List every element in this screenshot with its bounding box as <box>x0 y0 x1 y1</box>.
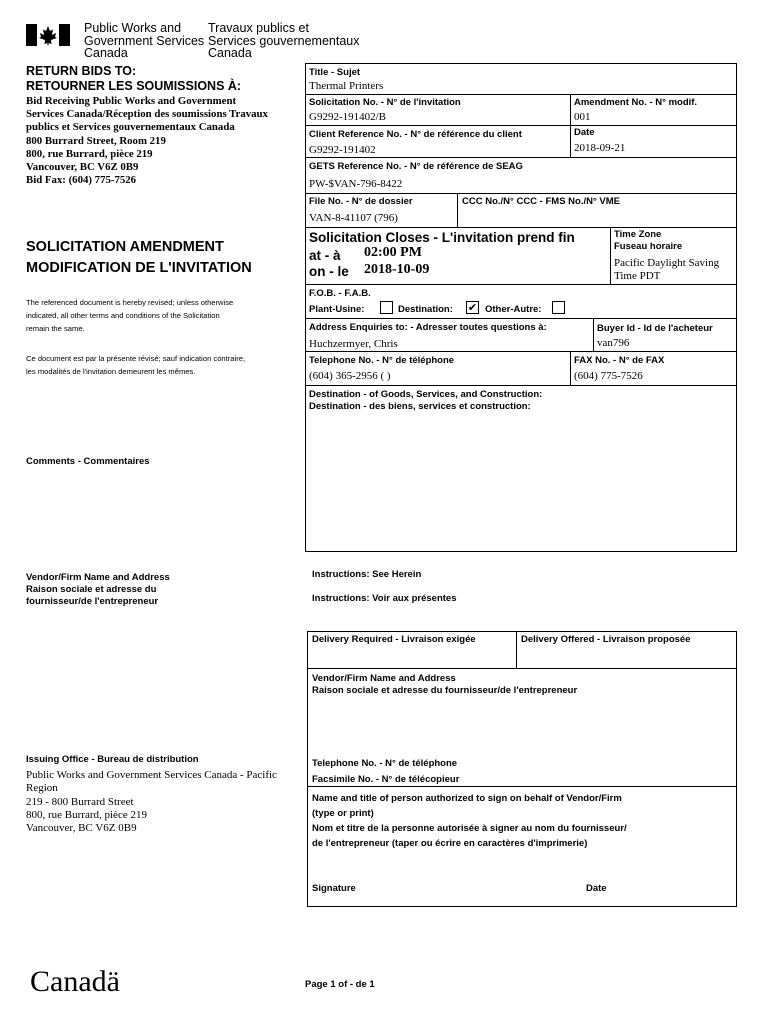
canada-flag-icon <box>26 24 70 46</box>
other-autre-label: Other-Autre: <box>485 304 542 315</box>
fob-label: F.O.B. - F.A.B. <box>309 288 371 299</box>
client-reference-label: Client Reference No. - N° de référence du client <box>309 129 522 140</box>
delivery-offered-label: Delivery Offered - Livraison proposée <box>521 634 691 645</box>
return-bids-address: Bid Receiving Public Works and Government Services Canada/Réception des soumissions Travaux publics et Services gouvernementaux Canada 800 Burrard Street, Room 219 800, rue Burrard, pièce 219 Vancouver, BC V6Z 0B9 Bid Fax: (604) 775-7526 <box>26 95 268 187</box>
solicitation-no-value: G9292-191402/B <box>309 111 386 123</box>
gets-reference-value: PW-$VAN-796-8422 <box>309 178 403 190</box>
file-no-value: VAN-8-41107 (796) <box>309 212 398 224</box>
buyer-id-value: van796 <box>597 337 630 349</box>
telephone-label: Telephone No. - N° de téléphone <box>309 355 455 366</box>
solicitation-no-label: Solicitation No. - N° de l'invitation <box>309 97 461 108</box>
authorized-signer-label: Name and title of person authorized to sign on behalf of Vendor/Firm (type or print) Nom et titre de la personne autorisée à signer au nom du fournisseur/ de l'entrepreneur (taper ou écrire en caractères d'imprimerie) <box>312 793 627 849</box>
amendment-title: SOLICITATION AMENDMENT MODIFICATION DE L'INVITATION <box>26 239 252 276</box>
instructions-en: Instructions: See Herein <box>312 569 422 580</box>
comments-label: Comments - Commentaires <box>26 456 150 467</box>
canada-wordmark: Canadä <box>30 965 120 998</box>
issuing-office-label: Issuing Office - Bureau de distribution <box>26 754 199 765</box>
delivery-required-label: Delivery Required - Livraison exigée <box>312 634 476 645</box>
department-name-en: Public Works and Government Services Canada <box>84 21 205 60</box>
destination-goods-label: Destination - of Goods, Services, and Construction: Destination - des biens, services et construction: <box>309 389 543 412</box>
time-zone-label: Time Zone Fuseau horaire <box>614 229 683 252</box>
signature-date-label: Date <box>586 883 607 894</box>
page-number: Page 1 of - de 1 <box>305 979 375 990</box>
ccc-no-label: CCC No./N° CCC - FMS No./N° VME <box>462 196 621 207</box>
closes-on-label: on - le <box>309 264 349 279</box>
return-bids-title: RETURN BIDS TO: RETOURNER LES SOUMISSIONS À: <box>26 64 242 93</box>
amendment-note-fr: Ce document est par la présente révisé; sauf indication contraire, les modalités de l'invitation demeurent les mêmes. <box>26 354 246 376</box>
vendor-facsimile-label: Facsimile No. - N° de télécopieur <box>312 774 460 785</box>
file-no-label: File No. - N° de dossier <box>309 196 413 207</box>
issuing-office-address: Public Works and Government Services Canada - Pacific Region 219 - 800 Burrard Street 800, rue Burrard, pièce 219 Vancouver, BC V6Z 0B9 <box>26 769 277 835</box>
amendment-no-value: 001 <box>574 111 591 123</box>
address-enquiries-label: Address Enquiries to: - Adresser toutes questions à: <box>309 322 547 333</box>
time-zone-value: Pacific Daylight Saving Time PDT <box>614 257 720 282</box>
client-reference-value: G9292-191402 <box>309 144 376 156</box>
vendor-left-label: Vendor/Firm Name and Address Raison sociale et adresse du fournisseur/de l'entrepreneur <box>26 572 170 607</box>
amendment-no-label: Amendment No. - N° modif. <box>574 97 698 108</box>
signature-label: Signature <box>312 883 356 894</box>
instructions-fr: Instructions: Voir aux présentes <box>312 593 457 604</box>
amendment-note-en: The referenced document is hereby revised; unless otherwise indicated, all other terms and conditions of the Solicitation remain the same. <box>26 298 234 333</box>
close-date-value: 2018-10-09 <box>364 262 430 277</box>
title-value: Thermal Printers <box>309 80 384 92</box>
fax-label: FAX No. - N° de FAX <box>574 355 665 366</box>
date-label: Date <box>574 127 595 138</box>
plant-usine-checkbox[interactable] <box>380 301 393 314</box>
gets-reference-label: GETS Reference No. - N° de référence de SEAG <box>309 161 523 172</box>
title-label: Title - Sujet <box>309 67 361 78</box>
other-autre-checkbox[interactable] <box>552 301 565 314</box>
telephone-value: (604) 365-2956 ( ) <box>309 370 391 382</box>
vendor-telephone-label: Telephone No. - N° de téléphone <box>312 758 458 769</box>
fax-value: (604) 775-7526 <box>574 370 643 382</box>
plant-usine-label: Plant-Usine: <box>309 304 365 315</box>
vendor-name-address-label: Vendor/Firm Name and Address Raison sociale et adresse du fournisseur/de l'entrepreneur <box>312 673 578 696</box>
address-enquiries-value: Huchzermyer, Chris <box>309 338 398 350</box>
close-time-value: 02:00 PM <box>364 245 422 260</box>
solicitation-closes-label: Solicitation Closes - L'invitation prend fin <box>309 230 575 245</box>
date-value: 2018-09-21 <box>574 142 626 154</box>
destination-label: Destination: <box>398 304 453 315</box>
department-name-fr: Travaux publics et Services gouvernementaux Canada <box>208 21 360 60</box>
closes-at-label: at - à <box>309 248 341 263</box>
destination-checkbox[interactable]: ✔ <box>467 301 478 314</box>
buyer-id-label: Buyer Id - Id de l'acheteur <box>597 323 713 334</box>
